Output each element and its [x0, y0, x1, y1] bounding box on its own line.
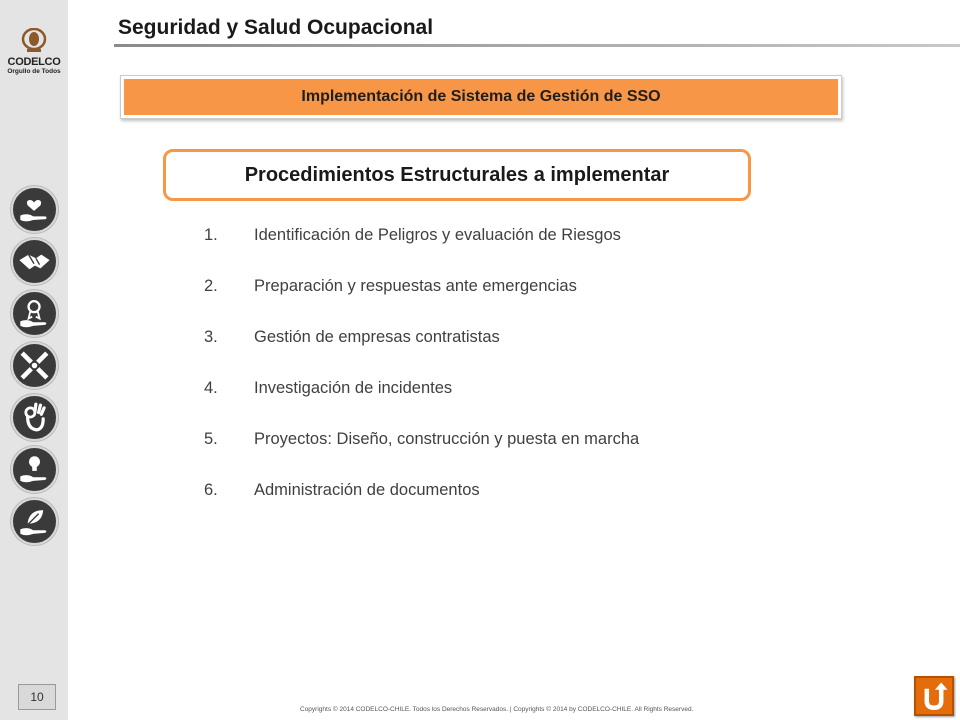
list-item-text: Administración de documentos — [254, 481, 480, 499]
list-item — [204, 379, 639, 430]
page-number: 10 — [18, 684, 56, 710]
heart-hand-icon[interactable] — [11, 186, 58, 233]
page-title: Seguridad y Salud Ocupacional — [118, 16, 434, 39]
ok-hand-icon[interactable] — [11, 394, 58, 441]
list-item — [204, 430, 639, 481]
list-item-text: Proyectos: Diseño, construcción y puesta en marcha — [254, 430, 640, 448]
list-item-text: Investigación de incidentes — [254, 379, 453, 397]
list-item-number: 4. — [204, 379, 218, 397]
logo-name: CODELCO — [7, 56, 61, 68]
award-hand-icon[interactable] — [11, 290, 58, 337]
list-item-number: 3. — [204, 328, 218, 346]
procedures-heading: Procedimientos Estructurales a implementar — [163, 149, 751, 201]
list-item — [204, 226, 639, 277]
section-banner — [120, 75, 842, 119]
arrows-cross-icon[interactable] — [11, 342, 58, 389]
list-item-number: 5. — [204, 430, 218, 448]
footer-copyright: Copyrights © 2014 CODELCO-CHILE. Todos los Derechos Reservados. | Copyrights © 2014 by CODELCO-CHILE. All Rights Reserved. — [300, 706, 694, 713]
list-item-text: Identificación de Peligros y evaluación de Riesgos — [254, 226, 621, 244]
leaf-hand-icon[interactable] — [11, 498, 58, 545]
list-item — [204, 481, 639, 532]
u-turn-arrow-icon — [916, 678, 952, 714]
list-item-number: 6. — [204, 481, 218, 499]
list-item — [204, 328, 639, 379]
codelco-emblem-icon — [19, 28, 49, 54]
handshake-icon[interactable] — [11, 238, 58, 285]
sidebar — [0, 0, 68, 720]
title-divider — [114, 44, 960, 47]
list-item-text: Gestión de empresas contratistas — [254, 328, 500, 346]
codelco-logo — [6, 28, 62, 88]
logo-tagline: Orgullo de Todos — [7, 68, 61, 75]
lightbulb-hand-icon[interactable] — [11, 446, 58, 493]
banner-text: Implementación de Sistema de Gestión de SSO — [124, 79, 838, 115]
list-item-number: 2. — [204, 277, 218, 295]
back-button[interactable] — [914, 676, 954, 716]
procedures-list — [204, 226, 639, 532]
list-item-text: Preparación y respuestas ante emergencias — [254, 277, 577, 295]
list-item-number: 1. — [204, 226, 218, 244]
list-item — [204, 277, 639, 328]
